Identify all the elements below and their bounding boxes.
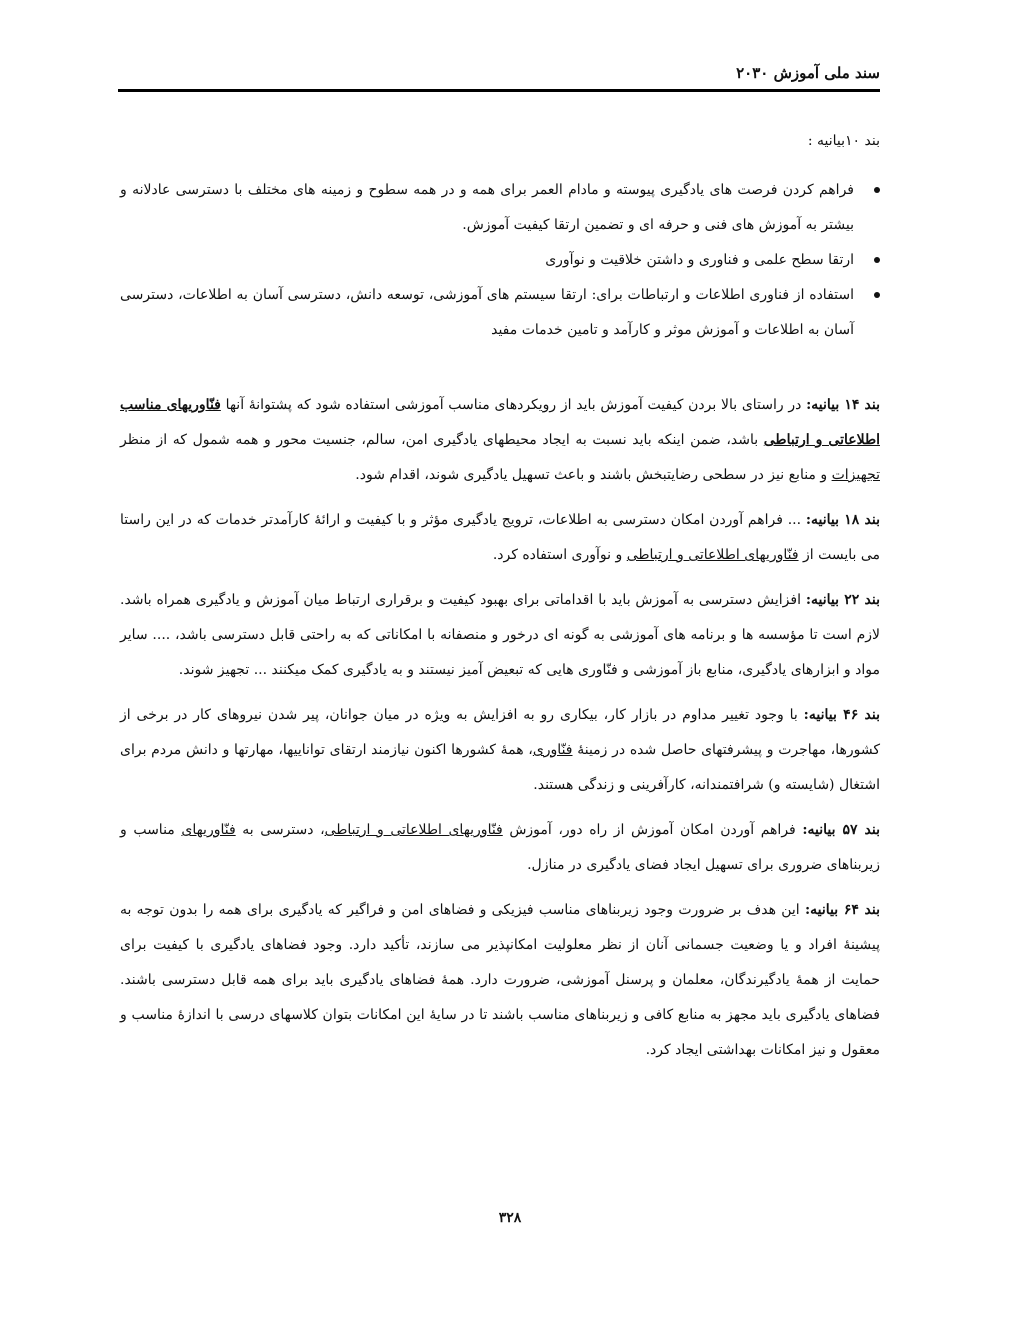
clause-18-label: بند ۱۸ بیانیه:: [805, 512, 880, 528]
clause-57-paragraph: بند ۵۷ بیانیه: فراهم آوردن امکان آموزش از راه دور، آموزش فنّاوریهای اطلاعاتی و ارتباطی، دسترسی به فنّاوریهای مناسب و زیربناهای ضروری برای تسهیل ایجاد فضای یادگیری در منازل.: [120, 822, 880, 873]
bullet-text: ارتقا سطح علمی و فناوری و داشتن خلاقیت و نوآوری: [545, 252, 854, 268]
clause-46-label: بند ۴۶ بیانیه:: [803, 707, 880, 723]
document-title: سند ملی آموزش ۲۰۳۰: [736, 64, 880, 82]
page-content: [120, 124, 880, 1068]
clause-14-paragraph: بند ۱۴ بیانیه: در راستای بالا بردن کیفیت آموزش باید از رویکردهای مناسب آموزشی استفاده شود که پشتوانهٔ آنها فنّاوریهای مناسب اطلاعاتی و ارتباطی باشد، ضمن اینکه باید نسبت به ایجاد محیطهای یادگیری امن، سالم، جنسیت محور و همه شمول که از منظر تجهیزات و منابع نیز در سطحی رضایتبخش باشند و باعث تسهیل یادگیری شوند، اقدام شود.: [120, 397, 881, 483]
underlined-term: فنّاوریهای اطلاعاتی و ارتباطی: [626, 547, 799, 563]
clause-64-paragraph: بند ۶۴ بیانیه: این هدف بر ضرورت وجود زیربناهای مناسب فیزیکی و فضاهای امن و فراگیر که یادگیری برای همه را بدون توجه به پیشینهٔ افراد و یا وضعیت جسمانی آنان از نظر معلولیت امکانپذیر می سازند، تأکید دارد. وجود فضاهای یادگیری با کیفیت برای حمایت از همهٔ یادگیرندگان، معلمان و پرسنل آموزشی، ضرورت دارد. همهٔ فضاهای یادگیری باید برای همه قابل دسترسی باشند. فضاهای یادگیری باید مجهز به منابع کافی و زیربناهای مناسب باشند تا در سایهٔ این امکانات بتوان کلاسهای درسی با اندازهٔ مناسب و معقول و نیز امکانات بهداشتی ایجاد کرد.: [120, 902, 881, 1058]
clause-46-paragraph: بند ۴۶ بیانیه: با وجود تغییر مداوم در بازار کار، بیکاری رو به افزایش به ویژه در میان جوانان، پیر شدن نیروهای کار در برخی از کشورها، مهاجرت و پیشرفتهای حاصل شده در زمینهٔ فنّاوری، همهٔ کشورها اکنون نیازمند ارتقای تواناییها، مهارتها و دانش مردم برای اشتغال (شایسته و) شرافتمندانه، کارآفرینی و زندگی هستند.: [120, 707, 880, 793]
clause-10-heading: بند ۱۰بیانیه :: [807, 133, 880, 149]
bullet-text: فراهم کردن فرصت های یادگیری پیوسته و مادام العمر برای همه و در همه سطوح و زمینه های مختلف با دسترسی عادلانه و بیشتر به آموزش های فنی و حرفه ای و تضمین ارتقا کیفیت آموزش.: [120, 182, 854, 233]
clause-64-label: بند ۶۴ بیانیه:: [804, 902, 881, 918]
underlined-term: فنّاوری: [532, 742, 573, 758]
clause-22-paragraph: بند ۲۲ بیانیه: افزایش دسترسی به آموزش باید با اقداماتی برای بهبود کیفیت و برقراری ارتباط میان آموزش و یادگیری همراه باشد. لازم است تا مؤسسه ها و برنامه های آموزشی به گونه ای درخور و منصفانه با امکاناتی که به راحتی قابل دسترسی باشد، .... سایر مواد و ابزارهای یادگیری، منابع باز آموزشی و فنّاوری هایی که تبعیض آمیز نیستند و به یادگیری کمک میکنند ... تجهیز شوند.: [120, 592, 881, 678]
underlined-term: تجهیزات: [831, 467, 880, 483]
clause-18-paragraph: بند ۱۸ بیانیه: ... فراهم آوردن امکان دسترسی به اطلاعات، ترویج یادگیری مؤثر و با کیفیت و ارائهٔ کارآمدتر خدمات که در این راستا می بایست از فنّاوریهای اطلاعاتی و ارتباطی و نوآوری استفاده کرد.: [120, 512, 880, 563]
bullet-icon: [874, 187, 880, 193]
page-number: ۳۲۸: [498, 1210, 522, 1226]
underlined-term: فنّاوریهای اطلاعاتی و ارتباطی: [324, 822, 503, 838]
bullet-text: استفاده از فناوری اطلاعات و ارتباطات برای: ارتقا سیستم های آموزشی، توسعه دانش، دسترسی آسان به اطلاعات، دسترسی آسان به اطلاعات و آموزش موثر و کارآمد و تامین خدمات مفید: [120, 287, 854, 338]
clause-14-label: بند ۱۴ بیانیه:: [806, 397, 881, 413]
bullet-icon: [874, 257, 880, 263]
bullet-item: [120, 173, 880, 243]
page-header: [118, 62, 880, 92]
clause-57-label: بند ۵۷ بیانیه:: [802, 822, 880, 838]
underlined-term: فنّاوریهای: [181, 822, 236, 838]
bullet-item: [120, 243, 880, 278]
bullet-item: [120, 278, 880, 348]
underlined-term: فنّاوریهای مناسب اطلاعاتی و ارتباطی: [120, 397, 880, 448]
clause-22-label: بند ۲۲ بیانیه:: [805, 592, 881, 608]
bullet-icon: [874, 292, 880, 298]
clause-10-bullet-list: [120, 173, 880, 348]
